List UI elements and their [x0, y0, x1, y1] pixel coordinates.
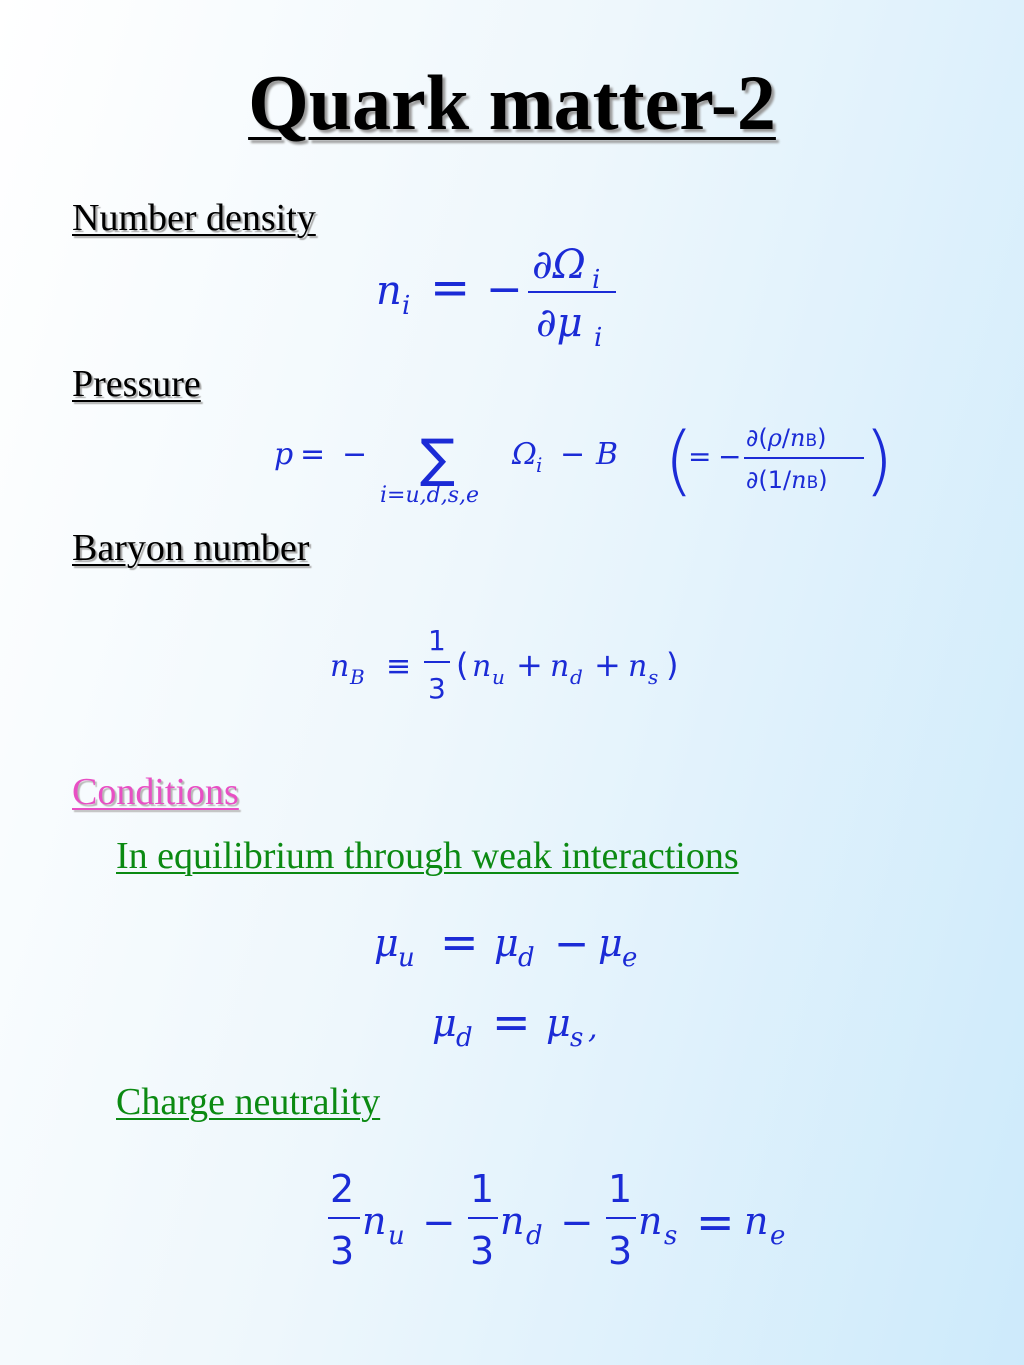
- subheading-weak-equilibrium: In equilibrium through weak interactions: [116, 835, 739, 877]
- svg-text:∂(ρ/nB): ∂(ρ/nB): [746, 424, 827, 452]
- svg-text:n: n: [472, 649, 492, 684]
- svg-text:n: n: [550, 649, 570, 684]
- svg-text:∑: ∑: [420, 429, 456, 489]
- svg-text:n: n: [330, 649, 350, 684]
- svg-text:−: −: [486, 264, 523, 315]
- svg-text:Ω: Ω: [512, 437, 537, 472]
- svg-text:s: s: [664, 1221, 678, 1251]
- svg-text:s: s: [570, 1023, 584, 1053]
- svg-text:B: B: [596, 437, 619, 472]
- svg-text:n: n: [638, 1199, 663, 1243]
- svg-text:3: 3: [428, 672, 446, 705]
- svg-text:∂(1/nB): ∂(1/nB): [746, 466, 828, 494]
- page-title: Quark matter-2: [248, 59, 776, 146]
- svg-text:d: d: [526, 1221, 543, 1251]
- subheading-charge-neutrality: Charge neutrality: [116, 1081, 381, 1123]
- svg-text:e: e: [770, 1221, 786, 1251]
- svg-text:−: −: [342, 437, 368, 472]
- svg-text:μ: μ: [374, 921, 399, 965]
- heading-conditions: Conditions: [72, 771, 239, 813]
- svg-text:μ: μ: [598, 921, 623, 965]
- svg-text:2: 2: [330, 1167, 355, 1211]
- svg-text:,: ,: [588, 1011, 598, 1046]
- svg-text:+: +: [594, 646, 621, 684]
- svg-text:(: (: [664, 415, 694, 504]
- heading-number-density: Number density: [72, 197, 316, 239]
- svg-text:u: u: [388, 1221, 405, 1251]
- svg-text:3: 3: [608, 1229, 633, 1273]
- svg-text:n: n: [744, 1199, 769, 1243]
- svg-text:≡: ≡: [386, 649, 412, 684]
- svg-text:μ: μ: [432, 1001, 457, 1045]
- svg-text:s: s: [648, 665, 659, 689]
- svg-text:n: n: [362, 1199, 387, 1243]
- svg-text:i: i: [402, 291, 411, 321]
- svg-text:−: −: [554, 919, 590, 968]
- svg-text:−: −: [560, 1200, 594, 1246]
- svg-text:1: 1: [608, 1167, 633, 1211]
- svg-text:i=u,d,s,e: i=u,d,s,e: [380, 483, 480, 508]
- equation-weak-equilibrium-1: [370, 915, 660, 978]
- svg-text:=: =: [300, 437, 326, 472]
- svg-text:3: 3: [330, 1229, 355, 1273]
- svg-text:i: i: [536, 453, 543, 477]
- svg-text:d: d: [456, 1023, 473, 1053]
- svg-text:−: −: [422, 1200, 456, 1246]
- svg-text:): ): [864, 415, 894, 504]
- svg-text:): ): [666, 646, 679, 684]
- svg-text:+: +: [516, 646, 543, 684]
- svg-text:=: =: [440, 915, 479, 969]
- svg-text:=: =: [696, 1195, 735, 1249]
- svg-text:μ: μ: [546, 1001, 571, 1045]
- svg-text:d: d: [570, 665, 583, 689]
- svg-text:n: n: [376, 268, 402, 314]
- heading-pressure: Pressure: [72, 363, 201, 405]
- svg-text:p: p: [274, 437, 294, 472]
- svg-text:1: 1: [428, 624, 446, 657]
- equation-charge-neutrality: [326, 1168, 806, 1278]
- svg-text:∂μ: ∂μ: [536, 300, 583, 346]
- svg-text:n: n: [500, 1199, 525, 1243]
- svg-text:d: d: [518, 943, 535, 973]
- svg-text:u: u: [492, 665, 505, 689]
- equation-number-density: [370, 232, 630, 352]
- svg-text:∂Ω: ∂Ω: [532, 242, 586, 288]
- equation-pressure: [270, 412, 900, 512]
- equation-baryon-number: [328, 618, 718, 718]
- heading-baryon-number: Baryon number: [72, 527, 310, 569]
- svg-text:3: 3: [470, 1229, 495, 1273]
- svg-text:u: u: [398, 943, 415, 973]
- svg-text:n: n: [628, 649, 648, 684]
- svg-text:B: B: [350, 665, 365, 689]
- svg-text:−: −: [560, 437, 586, 472]
- svg-text:1: 1: [470, 1167, 495, 1211]
- svg-text:(: (: [456, 646, 469, 684]
- equation-weak-equilibrium-2: [428, 995, 628, 1058]
- svg-text:μ: μ: [494, 921, 519, 965]
- svg-text:i: i: [594, 323, 603, 353]
- svg-text:e: e: [622, 943, 638, 973]
- svg-text:=: =: [492, 995, 531, 1049]
- svg-text:i: i: [592, 265, 601, 295]
- svg-text:=: =: [430, 260, 471, 316]
- svg-text:=: =: [688, 440, 712, 473]
- svg-text:−: −: [718, 440, 742, 473]
